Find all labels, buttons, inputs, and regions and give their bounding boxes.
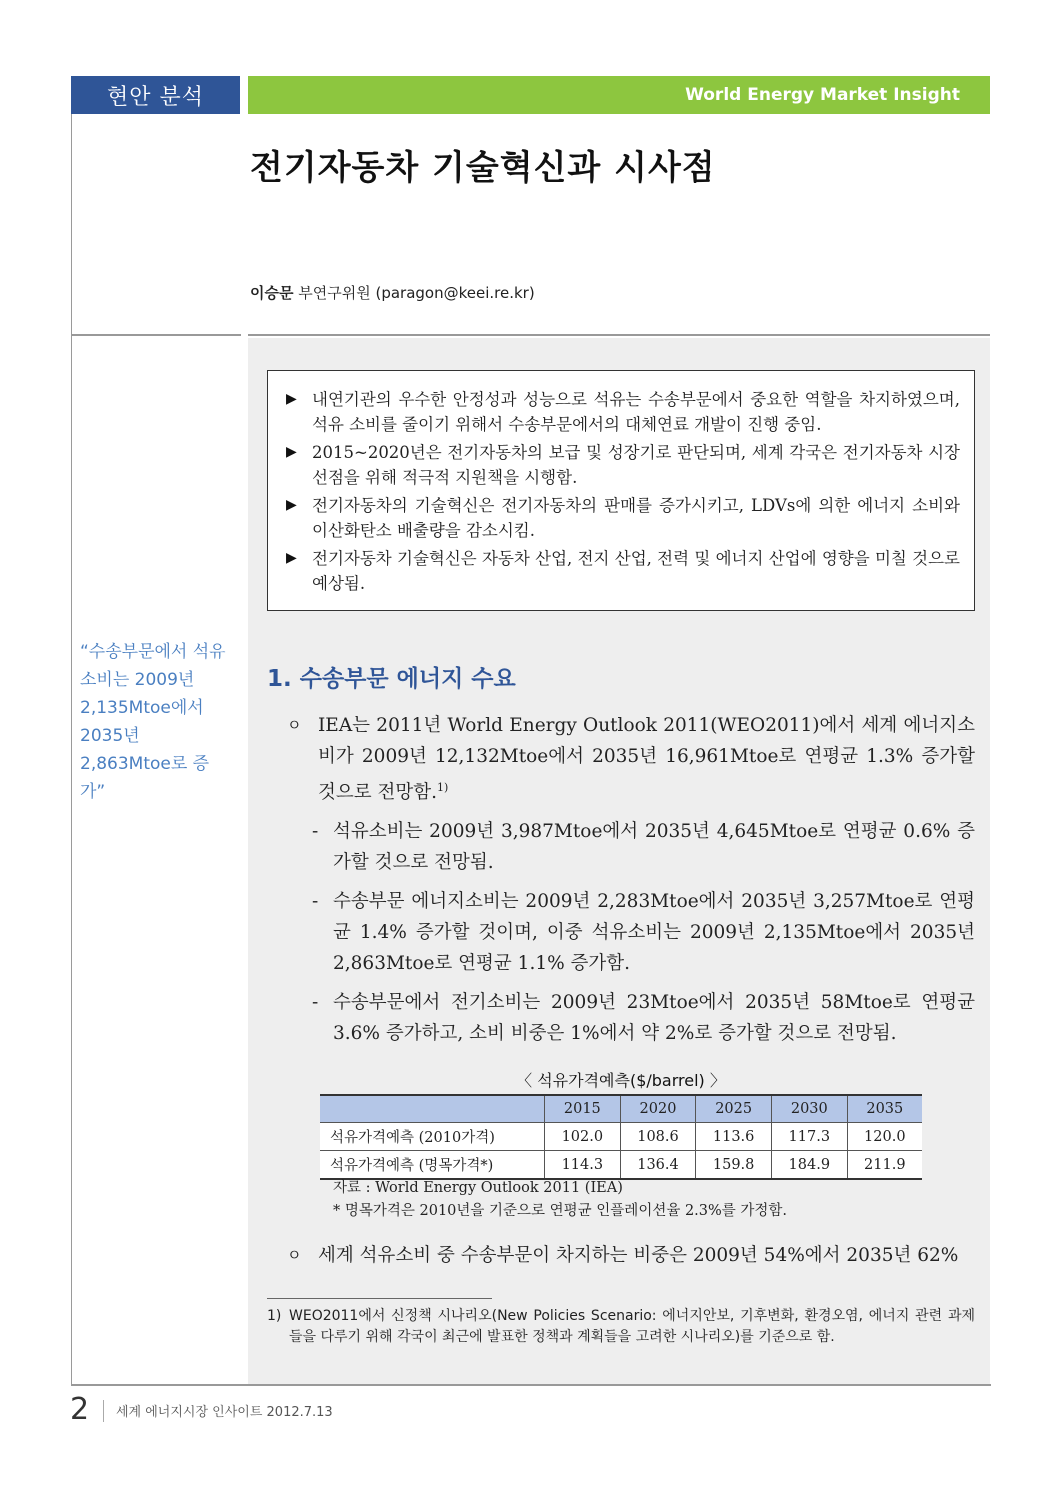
column-header: 2025 xyxy=(696,1095,772,1123)
author-name: 이승문 xyxy=(250,284,294,302)
summary-item: ▶ 2015~2020년은 전기자동차의 보급 및 성장기로 판단되며, 세계 각국은 전기자동차 시장선점을 위해 적극적 지원책을 시행함. xyxy=(286,440,960,490)
left-margin-line xyxy=(71,114,72,1384)
publication-info: 세계 에너지시장 인사이트 2012.7.13 xyxy=(116,1405,333,1420)
column-header: 2035 xyxy=(847,1095,922,1123)
triangle-bullet-icon: ▶ xyxy=(286,497,297,513)
pull-quote: “수송부문에서 석유소비는 2009년 2,135Mtoe에서 2035년 2,863Mtoe로 증가” xyxy=(80,642,226,802)
footer-separator xyxy=(103,1400,104,1422)
footnote-ref: 1) xyxy=(437,781,449,794)
footer-divider xyxy=(71,1384,991,1386)
oil-price-table xyxy=(320,1094,922,1180)
row-label: 석유가격예측 (2010가격) xyxy=(320,1123,545,1151)
row-label: 석유가격예측 (명목가격*) xyxy=(320,1151,545,1180)
bullet-item: ㅇ 세계 석유소비 중 수송부문이 차지하는 비중은 2009년 54%에서 2035년 62% xyxy=(287,1245,959,1266)
section-tab: 현안 분석 xyxy=(71,76,240,114)
table-source: 자료 : World Energy Outlook 2011 (IEA) xyxy=(333,1180,623,1196)
page-number: 2 xyxy=(70,1392,90,1427)
table-caption: 〈 석유가격예측($/barrel) 〉 xyxy=(516,1071,726,1090)
summary-item: ▶ 전기자동차 기술혁신은 자동차 산업, 전지 산업, 전력 및 에너지 산업에 영향을 미칠 것으로 예상됨. xyxy=(286,546,960,596)
footnote-divider xyxy=(267,1298,492,1299)
sub-bullet-item: - 수송부문에서 전기소비는 2009년 23Mtoe에서 2035년 58Mtoe로 연평균 3.6% 증가하고, 소비 비중은 1%에서 약 2%로 증가할 것으로 전망됨. xyxy=(312,992,975,1045)
body-text xyxy=(287,710,975,1049)
divider-left xyxy=(71,334,241,336)
sub-bullet-item: - 석유소비는 2009년 3,987Mtoe에서 2035년 4,645Mtoe로 연평균 0.6% 증가할 것으로 전망됨. xyxy=(312,821,975,874)
series-title-bar: World Energy Market Insight xyxy=(248,76,990,114)
column-header: 2015 xyxy=(545,1095,621,1123)
sub-bullet-item: - 수송부문 에너지소비는 2009년 2,283Mtoe에서 2035년 3,257Mtoe로 연평균 1.4% 증가할 것이며, 이중 석유소비는 2009년 2,135Mtoe에서 2035년 2,863Mtoe로 연평균 1.1% 증가함. xyxy=(312,891,975,975)
summary-box xyxy=(267,370,975,611)
author-line xyxy=(250,282,535,303)
column-header: 2030 xyxy=(771,1095,847,1123)
divider-right xyxy=(248,334,990,336)
summary-item: ▶ 전기자동차의 기술혁신은 전기자동차의 판매를 증가시키고, LDVs에 의한 에너지 소비와 이산화탄소 배출량을 감소시킴. xyxy=(286,493,960,543)
author-role-email: 부연구위원 (paragon@keei.re.kr) xyxy=(298,284,535,302)
column-header: 2020 xyxy=(620,1095,696,1123)
triangle-bullet-icon: ▶ xyxy=(286,391,297,407)
section-heading: 1. 수송부문 에너지 수요 xyxy=(267,666,516,692)
article-title: 전기자동차 기술혁신과 시사점 xyxy=(250,148,716,188)
summary-item: ▶ 내연기관의 우수한 안정성과 성능으로 석유는 수송부문에서 중요한 역할을 차지하였으며, 석유 소비를 줄이기 위해서 수송부문에서의 대체연료 개발이 진행 중임. xyxy=(286,387,960,437)
table-row: 석유가격예측 (명목가격*) 114.3 136.4 159.8 184.9 211.9 xyxy=(320,1151,922,1180)
triangle-bullet-icon: ▶ xyxy=(286,550,297,566)
table-header-row xyxy=(320,1095,922,1123)
footnote: 1) WEO2011에서 신정책 시나리오(New Policies Scenario: 에너지안보, 기후변화, 환경오염, 에너지 관련 과제들을 다루기 위해 각국이 최근에 발표한 정책과 계획들을 고려한 시나리오)를 기준으로 함. xyxy=(267,1308,975,1345)
bullet-item: ㅇ IEA는 2011년 World Energy Outlook 2011(WEO2011)에서 세계 에너지소비가 2009년 12,132Mtoe에서 2035년 16,961Mtoe로 연평균 1.3% 증가할 것으로 전망함.$^{1)}$ xyxy=(287,715,975,804)
table-note: * 명목가격은 2010년을 기준으로 연평균 인플레이션율 2.3%를 가정함. xyxy=(333,1203,788,1219)
table-row: 석유가격예측 (2010가격) 102.0 108.6 113.6 117.3 120.0 xyxy=(320,1123,922,1151)
triangle-bullet-icon: ▶ xyxy=(286,444,297,460)
